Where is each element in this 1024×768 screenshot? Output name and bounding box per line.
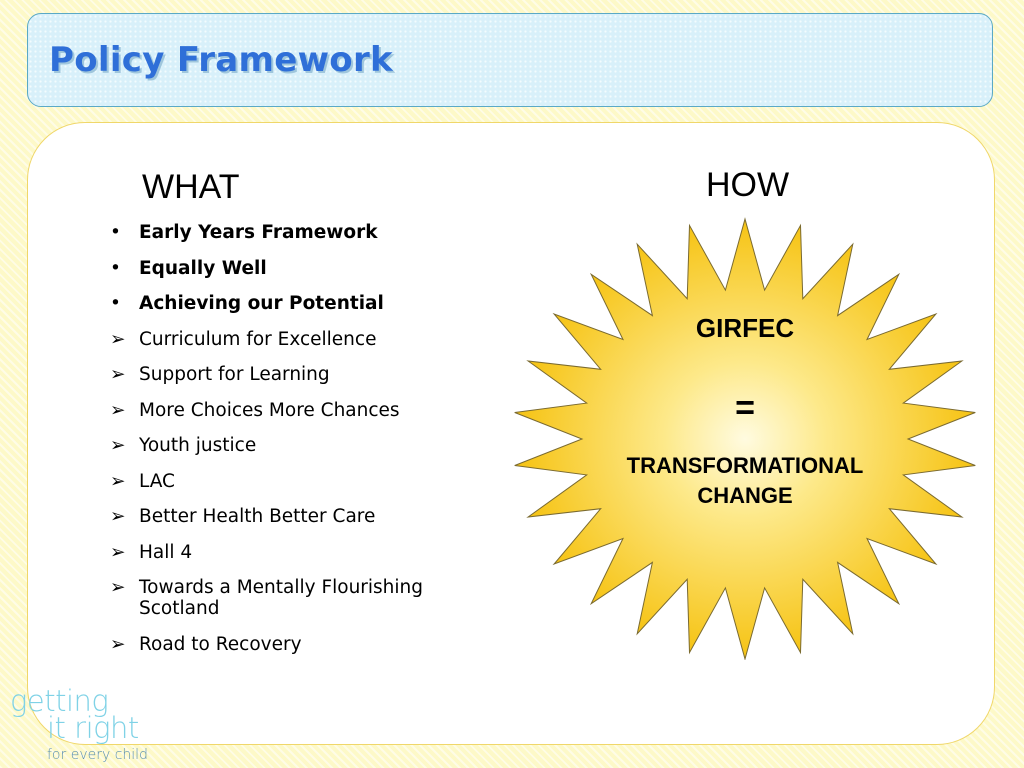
title-bar (27, 13, 993, 107)
arrow-bullet-icon: ➢ (110, 399, 126, 421)
arrow-bullet-icon: ➢ (110, 541, 126, 563)
list-item-text: Youth justice (139, 435, 257, 456)
arrow-bullet-icon: ➢ (110, 328, 126, 350)
list-item (110, 329, 510, 350)
list-item (110, 506, 510, 527)
arrow-bullet-icon: ➢ (110, 470, 126, 492)
how-heading: HOW (706, 166, 790, 204)
arrow-bullet-icon: ➢ (110, 633, 126, 655)
slide-title: Policy Framework (49, 40, 393, 80)
list-item-text: Achieving our Potential (139, 293, 384, 314)
girfec-label: GIRFEC (695, 313, 795, 343)
bullet-icon: • (110, 222, 121, 243)
list-item-text: More Choices More Chances (139, 399, 400, 421)
list-item (110, 258, 510, 279)
list-item (110, 364, 510, 385)
list-item-text: Support for Learning (139, 364, 330, 385)
what-heading: WHAT (142, 168, 240, 206)
list-item (110, 400, 510, 421)
starburst-shape (512, 217, 978, 660)
list-item (110, 471, 510, 492)
transformational-text: TRANSFORMATIONAL (626, 453, 864, 478)
girfec-burst (512, 217, 978, 660)
bullet-icon: • (110, 293, 121, 314)
list-item-text: Better Health Better Care (139, 506, 376, 527)
starburst-polygon (515, 219, 976, 659)
list-item (110, 542, 510, 563)
list-item (110, 634, 510, 655)
policy-list (110, 222, 510, 669)
list-item-text: LAC (139, 470, 175, 492)
list-item-text: Hall 4 (139, 541, 193, 563)
list-item-text: Curriculum for Excellence (139, 328, 377, 350)
list-item-text: Equally Well (139, 257, 267, 279)
logo-text-getting: getting (10, 684, 109, 718)
arrow-bullet-icon: ➢ (110, 577, 126, 598)
list-item (110, 435, 510, 456)
bullet-icon: • (110, 257, 121, 279)
arrow-bullet-icon: ➢ (110, 435, 126, 456)
change-text: CHANGE (697, 483, 793, 508)
logo-text-for-every-child: for every child (47, 747, 148, 763)
list-item-text: Road to Recovery (139, 633, 302, 655)
transformational-change-label (512, 451, 978, 511)
list-item-text: Early Years Framework (139, 222, 378, 243)
list-item (110, 577, 510, 619)
list-item (110, 293, 510, 314)
list-item (110, 222, 510, 243)
logo-text-it-right: it right (47, 711, 139, 745)
arrow-bullet-icon: ➢ (110, 364, 126, 385)
equals-sign: = (735, 389, 755, 427)
arrow-bullet-icon: ➢ (110, 506, 126, 527)
list-item-text: Towards a Mentally Flourishing Scotland (139, 577, 424, 619)
